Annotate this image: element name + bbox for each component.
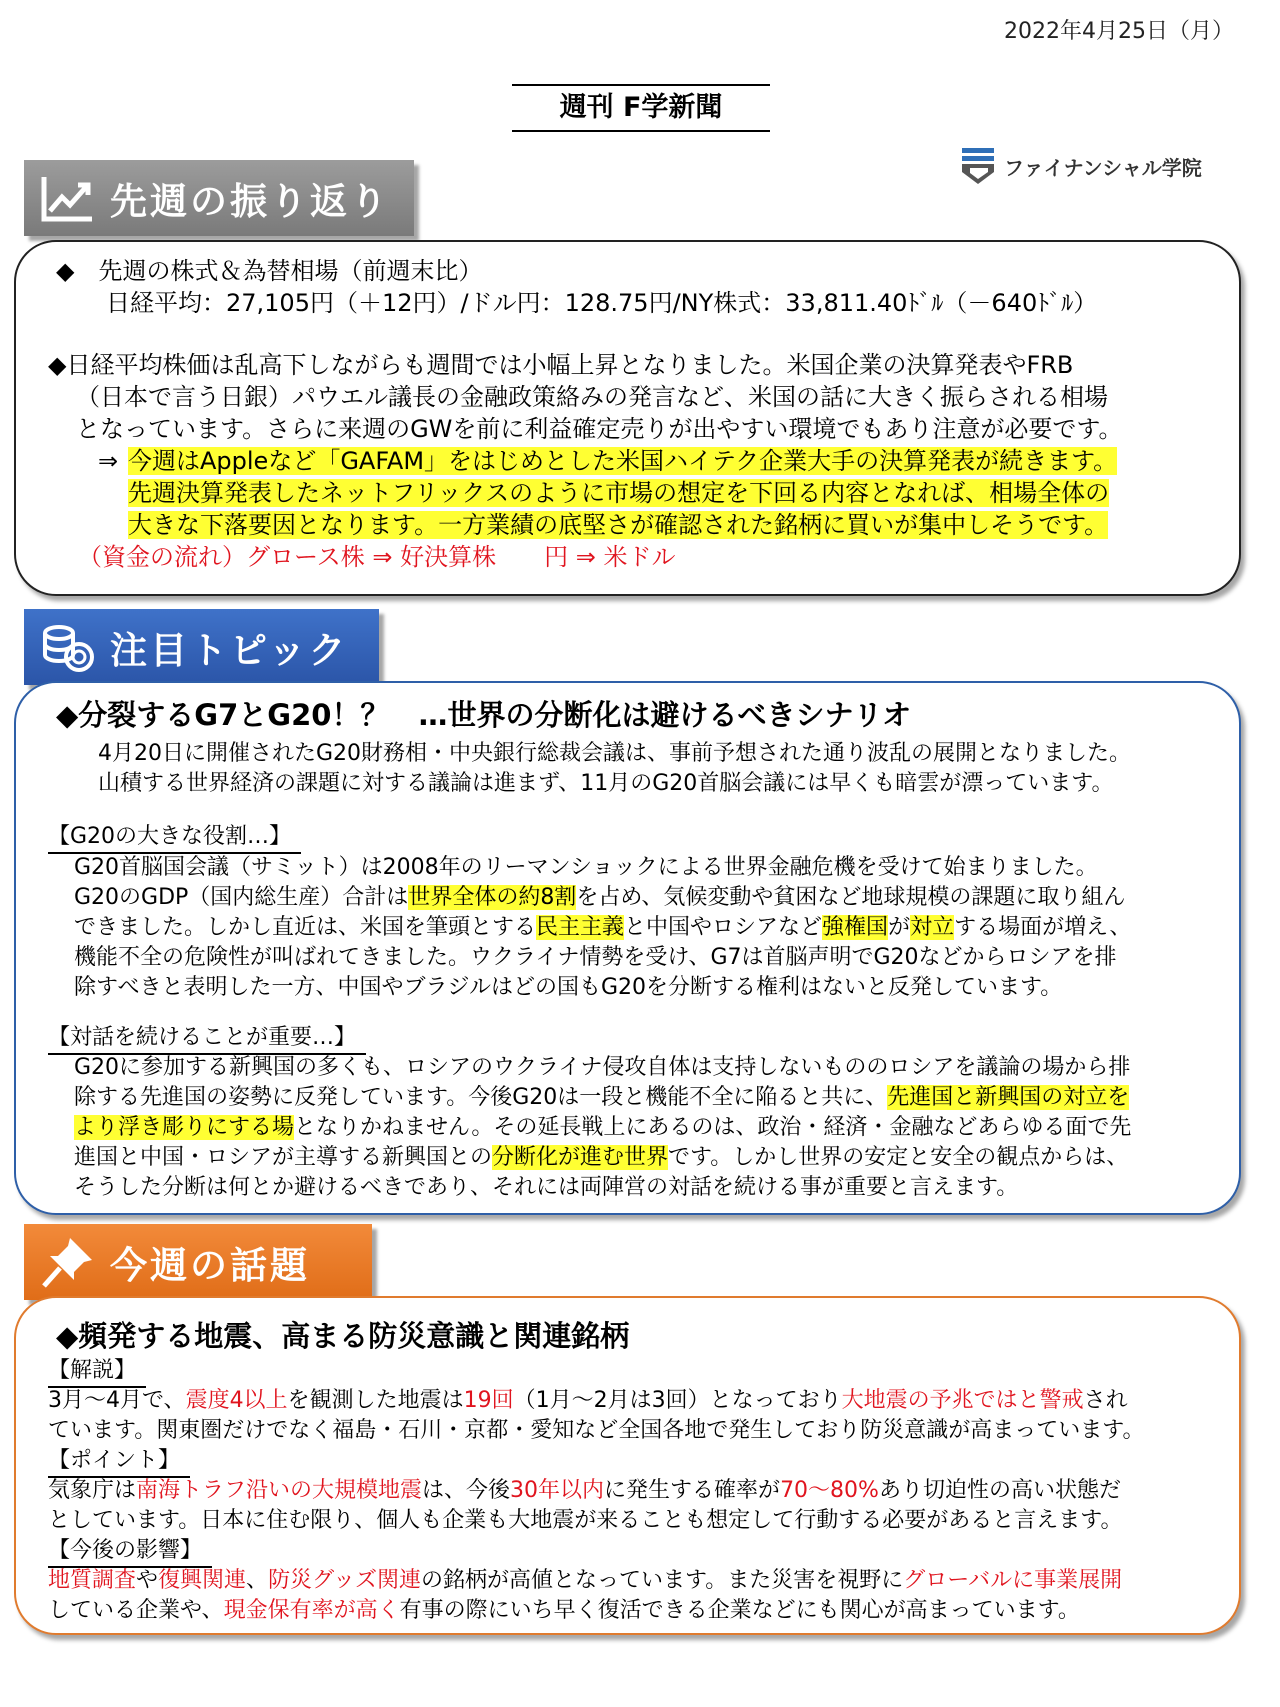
review-highlight-line bbox=[128, 510, 1108, 540]
chart-trend-icon bbox=[38, 168, 98, 228]
topic-dialogue-line: 除する先進国の姿勢に反発しています。今後G20は一段と機能不全に陥ると共に、先進国と新興国の対立を bbox=[74, 1085, 1130, 1110]
news-box bbox=[14, 1296, 1241, 1635]
review-highlight-text: 大きな下落要因となります。一方業績の底堅さが確認された銘柄に買いが集中しそうです。 bbox=[128, 511, 1109, 539]
review-highlight-text: 先週決算発表したネットフリックスのように市場の想定を下回る内容となれば、相場全体の bbox=[128, 479, 1110, 507]
company-logo-icon bbox=[960, 146, 996, 186]
news-impact-line: している企業や、現金保有率が高く有事の際にいち早く復活できる企業などにも関心が高まっています。 bbox=[48, 1598, 1080, 1623]
topic-dialogue-line: G20に参加する新興国の多くも、ロシアのウクライナ侵攻自体は支持しないもののロシアを議論の場から排 bbox=[74, 1055, 1131, 1080]
topic-highlight: より浮き彫りにする場 bbox=[74, 1115, 295, 1140]
news-point-line: 気象庁は南海トラフ沿いの大規模地震は、今後30年以内に発生する確率が70～80%あり切迫性の高い状態だ bbox=[48, 1478, 1121, 1503]
company-logo bbox=[960, 146, 1202, 186]
section-tab-topic-label: 注目トピック bbox=[110, 629, 349, 672]
topic-role-line: G20のGDP（国内総生産）合計は世界全体の約8割を占め、気候変動や貧困など地球規模の課題に取り組ん bbox=[74, 885, 1126, 910]
news-subheading-impact: 【今後の影響】 bbox=[48, 1536, 212, 1568]
news-red-text: 現金保有率が高く bbox=[223, 1598, 400, 1623]
news-point-line: としています。日本に住む限り、個人も企業も大地震が来ることも想定して行動する必要があると言えます。 bbox=[48, 1508, 1123, 1533]
news-red-text: 30年以内 bbox=[510, 1478, 605, 1503]
news-heading: ◆頻発する地震、高まる防災意識と関連銘柄 bbox=[56, 1319, 630, 1353]
section-tab-review-label: 先週の振り返り bbox=[110, 180, 390, 223]
news-red-text: 震度4以上 bbox=[185, 1388, 288, 1413]
coins-icon bbox=[38, 617, 98, 677]
review-paragraph-line: ◆日経平均株価は乱高下しながらも週間では小幅上昇となりました。米国企業の決算発表やFRB bbox=[48, 351, 1074, 379]
review-arrow: ⇒ bbox=[98, 447, 119, 475]
news-red-text: グローバルに事業展開 bbox=[903, 1568, 1123, 1593]
topic-highlight: 対立 bbox=[910, 915, 955, 940]
topic-highlight: 強権国 bbox=[822, 915, 889, 940]
news-red-text: 大地震の予兆ではと警戒 bbox=[841, 1388, 1084, 1413]
news-subheading-point: 【ポイント】 bbox=[48, 1446, 190, 1478]
topic-role-line: G20首脳国会議（サミット）は2008年のリーマンショックによる世界金融危機を受けて始まりました。 bbox=[74, 855, 1098, 880]
company-logo-text: ファイナンシャル学院 bbox=[1004, 155, 1202, 180]
newsletter-title: 週刊 F学新聞 bbox=[512, 84, 770, 132]
section-tab-review bbox=[24, 160, 414, 236]
news-red-text: 防災グッズ関連 bbox=[268, 1568, 421, 1593]
review-market-figures: 日経平均：27,105円（＋12円）/ドル円：128.75円/NY株式：33,811.40ﾄﾞﾙ（－640ﾄﾞﾙ） bbox=[106, 289, 1098, 317]
news-explanation-line: ています。関東圏だけでなく福島・石川・京都・愛知など全国各地で発生しており防災意識が高まっています。 bbox=[48, 1418, 1145, 1443]
review-money-flow: （資金の流れ）グロース株 ⇒ 好決算株 円 ⇒ 米ドル bbox=[78, 543, 676, 571]
pushpin-icon bbox=[38, 1232, 98, 1292]
review-paragraph-line: となっています。さらに来週のGWを前に利益確定売りが出やすい環境でもあり注意が必要です。 bbox=[76, 415, 1123, 443]
section-tab-news-label: 今週の話題 bbox=[110, 1244, 310, 1287]
news-subheading-explanation: 【解説】 bbox=[48, 1356, 146, 1388]
topic-intro-line: 山積する世界経済の課題に対する議論は進まず、11月のG20首脳会議には早くも暗雲が漂っています。 bbox=[98, 771, 1114, 796]
news-red-text: 70～80% bbox=[780, 1478, 879, 1503]
topic-subheading-dialogue: 【対話を続けることが重要…】 bbox=[48, 1023, 366, 1055]
topic-box bbox=[14, 681, 1241, 1215]
news-impact-line: 地質調査や復興関連、防災グッズ関連の銘柄が高値となっています。また災害を視野にグローバルに事業展開 bbox=[48, 1568, 1123, 1593]
review-highlight-text: 今週はAppleなど「GAFAM」をはじめとした米国ハイテク企業大手の決算発表が続きます。 bbox=[128, 447, 1118, 475]
topic-intro-line: 4月20日に開催されたG20財務相・中央銀行総裁会議は、事前予想された通り波乱の展開となりました。 bbox=[98, 741, 1132, 766]
issue-date: 2022年4月25日（月） bbox=[1004, 19, 1234, 44]
section-tab-topic bbox=[24, 609, 379, 685]
review-highlight-line bbox=[128, 478, 1109, 508]
review-highlight-line bbox=[128, 446, 1117, 476]
topic-role-line: できました。しかし直近は、米国を筆頭とする民主主義と中国やロシアなど強権国が対立する場面が増え、 bbox=[74, 915, 1132, 940]
topic-highlight: 分断化が進む世界 bbox=[492, 1145, 669, 1170]
topic-subheading-role: 【G20の大きな役割…】 bbox=[48, 822, 301, 854]
news-red-text: 地質調査 bbox=[48, 1568, 137, 1593]
topic-highlight: 民主主義 bbox=[536, 915, 625, 940]
review-box bbox=[14, 240, 1241, 596]
review-paragraph-line: （日本で言う日銀）パウエル議長の金融政策絡みの発言など、米国の話に大きく振らされる相場 bbox=[76, 383, 1108, 411]
topic-role-line: 機能不全の危険性が叫ばれてきました。ウクライナ情勢を受け、G7は首脳声明でG20などからロシアを排 bbox=[74, 945, 1117, 970]
section-tab-news bbox=[24, 1224, 372, 1300]
review-market-heading: ◆ 先週の株式＆為替相場（前週末比） bbox=[56, 257, 483, 285]
news-red-text: 南海トラフ沿いの大規模地震 bbox=[136, 1478, 423, 1503]
topic-role-line: 除すべきと表明した一方、中国やブラジルはどの国もG20を分断する権利はないと反発しています。 bbox=[74, 975, 1063, 1000]
news-red-text: 19回 bbox=[463, 1388, 514, 1413]
topic-dialogue-line: 進国と中国・ロシアが主導する新興国との分断化が進む世界です。しかし世界の安定と安全の観点からは、 bbox=[74, 1145, 1129, 1170]
topic-heading: ◆分裂するG7とG20！？ …世界の分断化は避けるべきシナリオ bbox=[56, 698, 912, 732]
topic-dialogue-line: そうした分断は何とか避けるべきであり、それには両陣営の対話を続ける事が重要と言えます。 bbox=[74, 1175, 1019, 1200]
news-red-text: 復興関連 bbox=[158, 1568, 247, 1593]
topic-dialogue-line: より浮き彫りにする場となりかねません。その延長戦上にあるのは、政治・経済・金融などあらゆる面で先 bbox=[74, 1115, 1132, 1140]
topic-highlight: 世界全体の約8割 bbox=[408, 885, 577, 910]
topic-highlight: 先進国と新興国の対立を bbox=[887, 1085, 1130, 1110]
news-explanation-line: 3月～4月で、震度4以上を観測した地震は19回（1月～2月は3回）となっており大地震の予兆ではと警戒され bbox=[48, 1388, 1128, 1413]
